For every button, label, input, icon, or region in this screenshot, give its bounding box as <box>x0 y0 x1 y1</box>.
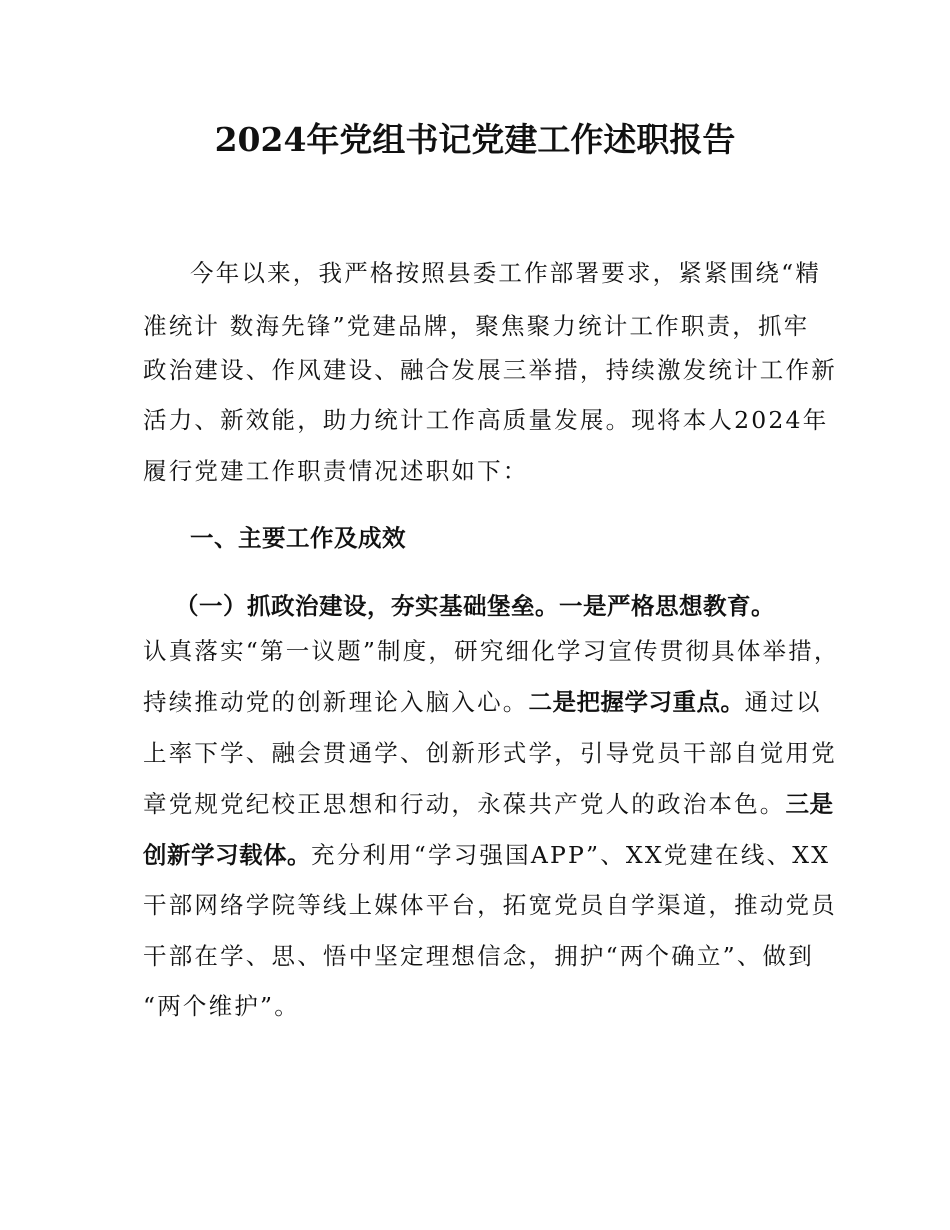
intro-line-2: 准统计 数海先锋”党建品牌，聚焦聚力统计工作职责，抓牢 <box>143 312 810 340</box>
subsection-line-9: “两个维护”。 <box>143 992 300 1020</box>
subsection-heading: （一）抓政治建设，夯实基础堡垒。 <box>175 592 559 620</box>
intro-line-4: 活力、新效能，助力统计工作高质量发展。现将本人2024年 <box>143 406 829 434</box>
subsection-line-6 <box>143 839 830 871</box>
point-3-label-a: 三是 <box>785 790 834 818</box>
line-3-text: 持续推动党的创新理论入脑入心。 <box>143 688 529 716</box>
section-heading: 一、主要工作及成效 <box>190 524 406 552</box>
subsection-line-1 <box>175 590 775 622</box>
line-3-tail: 通过以 <box>744 688 822 716</box>
subsection-line-5 <box>143 788 834 820</box>
subsection-line-8: 干部在学、思、悟中坚定理想信念，拥护“两个确立”、做到 <box>143 942 814 970</box>
point-3-label-b: 创新学习载体。 <box>143 841 311 869</box>
subsection-line-2: 认真落实“第一议题”制度，研究细化学习宣传贯彻具体举措， <box>143 637 840 665</box>
intro-line-5: 履行党建工作职责情况述职如下： <box>143 457 529 485</box>
subsection-line-7: 干部网络学院等线上媒体平台，拓宽党员自学渠道，推动党员 <box>143 891 837 919</box>
document-title: 2024年党组书记党建工作述职报告 <box>214 120 736 159</box>
line-5-text: 章党规党纪校正思想和行动，永葆共产党人的政治本色。 <box>143 790 786 818</box>
intro-line-3: 政治建设、作风建设、融合发展三举措，持续激发统计工作新 <box>143 356 837 384</box>
intro-line-1: 今年以来，我严格按照县委工作部署要求，紧紧围绕“精 <box>190 259 822 287</box>
point-1-label: 一是严格思想教育。 <box>559 592 775 620</box>
line-6-tail: 充分利用“学习强国APP”、XX党建在线、XX <box>311 841 831 869</box>
subsection-line-4: 上率下学、融会贯通学、创新形式学，引导党员干部自觉用党 <box>143 739 837 767</box>
point-2-label: 二是把握学习重点。 <box>528 688 745 716</box>
subsection-line-3 <box>143 686 822 718</box>
